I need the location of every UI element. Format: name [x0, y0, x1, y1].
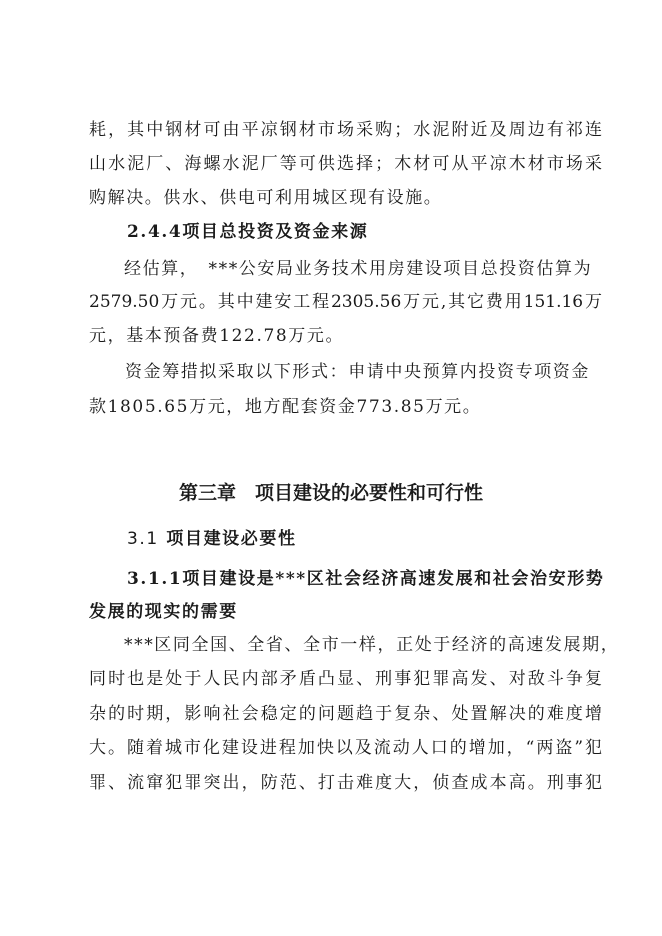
body-line-7: 资金筹措拟采取以下形式：申请中央预算内投资专项资金: [125, 362, 590, 382]
body-line-8: 款1805.65万元，地方配套资金773.85万元。: [89, 397, 482, 417]
body-line-9: ***区同全国、全省、全市一样，正处于经济的高速发展期，: [124, 635, 620, 655]
body-line-10: 同时也是处于人民内部矛盾凸显、刑事犯罪高发、对敌斗争复: [89, 669, 602, 689]
section-heading-2-4-4: 2.4.4项目总投资及资金来源: [127, 222, 369, 242]
chapter-heading: 第三章 项目建设的必要性和可行性: [178, 482, 483, 504]
body-line-12: 大。随着城市化建设进程加快以及流动人口的增加，“两盗”犯: [89, 738, 602, 758]
body-line-5: 2579.50万元。其中建安工程2305.56万元,其它费用151.16万: [89, 292, 602, 312]
body-line-1: 耗，其中钢材可由平凉钢材市场采购；水泥附近及周边有祁连: [89, 120, 602, 140]
body-line-2: 山水泥厂、海螺水泥厂等可供选择；木材可从平凉木材市场采: [89, 154, 602, 174]
section-number-3-1: 3.1: [127, 529, 159, 549]
body-line-11: 杂的时期，影响社会稳定的问题趋于复杂、处置解决的难度增: [89, 704, 602, 724]
body-line-3: 购解决。供水、供电可利用城区现有设施。: [89, 188, 443, 208]
body-line-4: 经估算， ***公安局业务技术用房建设项目总投资估算为: [124, 259, 593, 279]
section-title-3-1: 项目建设必要性: [166, 529, 297, 549]
body-line-6: 元，基本预备费122.78万元。: [89, 326, 345, 346]
section-heading-3-1: [127, 527, 602, 551]
body-line-13: 罪、流窜犯罪突出，防范、打击难度大，侦查成本高。刑事犯: [89, 773, 602, 793]
section-heading-3-1-1-line-1: 3.1.1项目建设是***区社会经济高速发展和社会治安形势: [127, 569, 605, 589]
section-heading-3-1-1-line-2: 发展的现实的需要: [89, 602, 238, 622]
